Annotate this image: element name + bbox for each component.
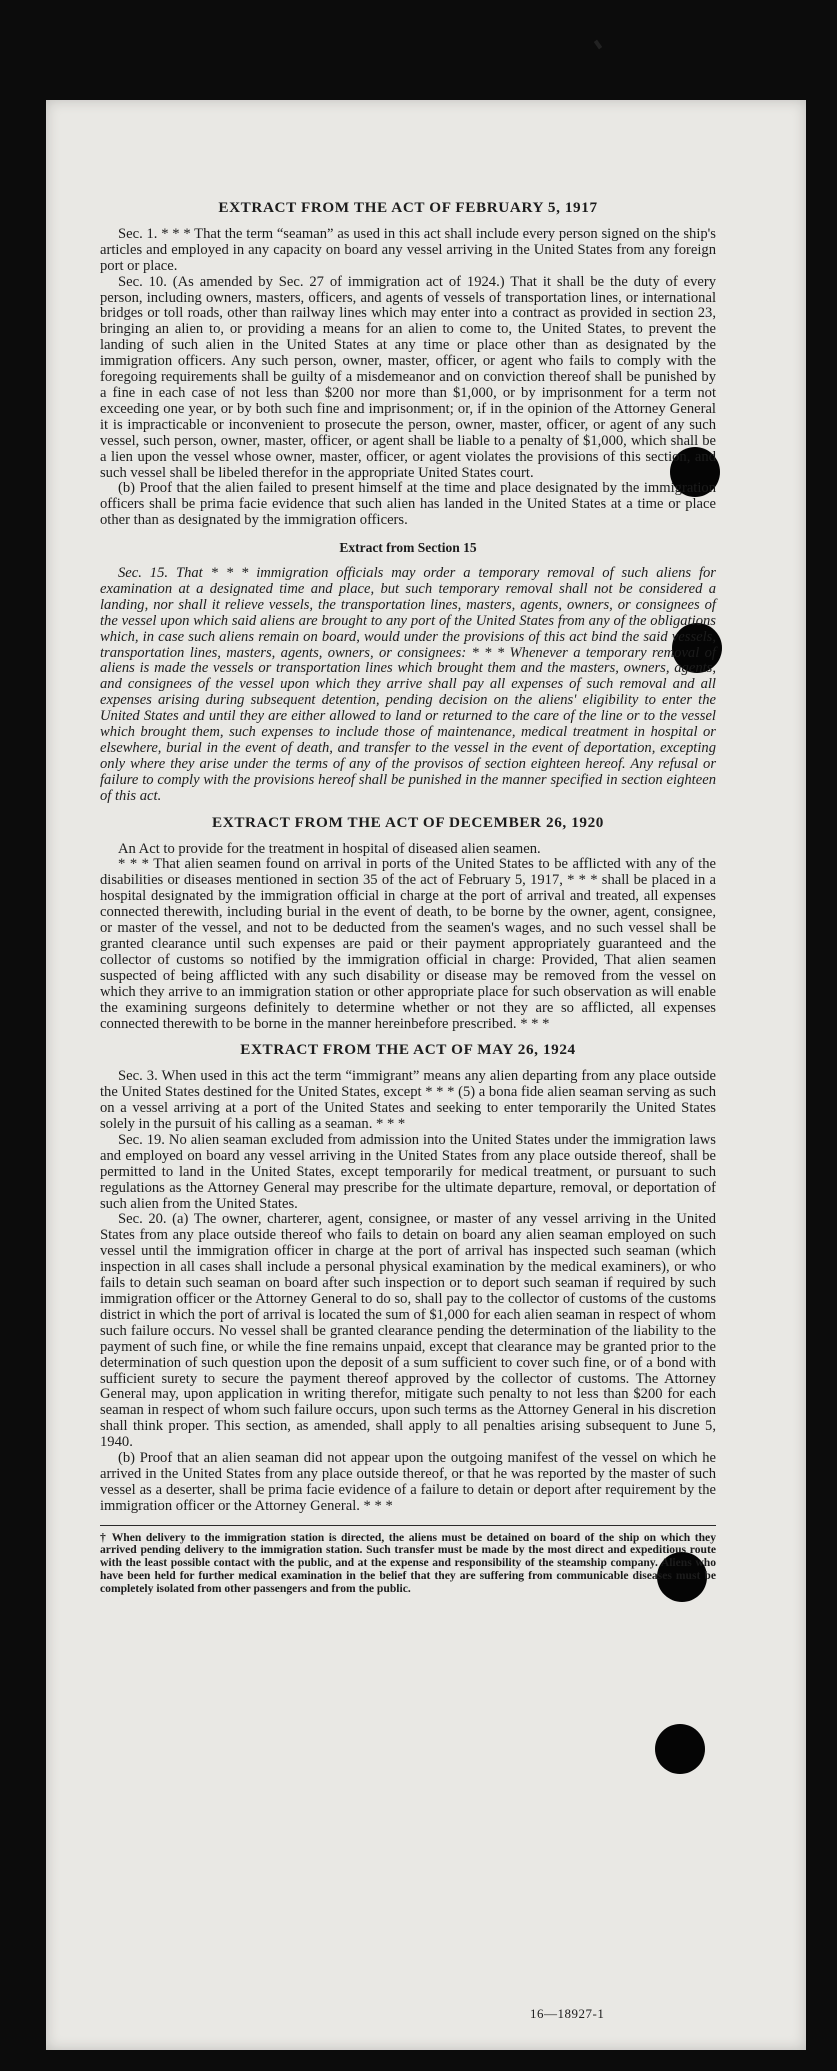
section-20-a: Sec. 20. (a) The owner, charterer, agent, consignee, or master of any vessel arriving in the United States from any place outside thereof who fails to detain on board any alien seaman employed on such vessel until the immigration officer in charge at the port of arrival has inspected such seaman (which inspection in all cases shall include a personal physical examination by the medical examiners), or who fails to detain such seaman on board after such inspection or to deport such seaman if required by such immigration officer or the Attorney General to do so, shall pay to the collector of customs of the customs district in which the port of arrival is located the sum of $1,000 for each alien seaman in respect of whom such failure occurs. No vessel shall be granted clearance pending the determination of the liability to the payment of such fine, or while the fine remains unpaid, except that clearance may be granted prior to the determination of such question upon the deposit of a sum sufficient to cover such fine, or of a bond with sufficient surety to secure the payment thereof approved by the collector of customs. The Attorney General may, upon application in writing therefor, mitigate such penalty to not less than $200 for each seaman in respect of whom such failure occurs, upon such terms as the Attorney General in his discretion shall think proper. This section, as amended, shall apply to all penalties arising subsequent to June 5, 1940.	[100, 1211, 716, 1451]
heading-act-1917: EXTRACT FROM THE ACT OF FEBRUARY 5, 1917	[218, 199, 598, 216]
specks	[594, 40, 602, 50]
section-10-b: (b) Proof that the alien failed to present himself at the time and place designated by the immigration officers shall be prima facie evidence that such alien has landed in the United States at a time or place other than as designated by the immigration officers.	[100, 480, 716, 529]
footnote: † When delivery to the immigration station is directed, the aliens must be detained on board of the ship on which they arrived pending delivery to the immigration station. Such transfer must be made by the most direct and expeditious route with the least possible contact with the public, and at the expense and responsibility of the steamship company. Aliens who have been held for further medical examination in the belief that they are suffering from communicable diseases must be completely isolated from other passengers and from the public.	[100, 1530, 716, 1595]
document-text	[100, 200, 716, 1595]
section-1: Sec. 1. * * * That the term “seaman” as used in this act shall include every person signed on the ship's articles and employed in any capacity on board any vessel arriving in the United States from any foreign port or place.	[100, 225, 716, 274]
punch-hole	[655, 1724, 705, 1774]
act-1920-body: * * * That alien seamen found on arrival in ports of the United States to be afflicted with any of the disabilities or diseases mentioned in section 35 of the act of February 5, 1917, * * * shall be placed in a hospital designated by the immigration official in charge at the port of arrival and treated, all expenses connected therewith, including burial in the event of death, to be borne by the owner, agent, consignee, or master of the vessel, and not to be deducted from the seamen's wages, and no such vessel shall be granted clearance until such expenses are paid or their payment appropriately guaranteed and the collector of customs so notified by the immigration official in charge: Provided, That alien seamen suspected of being afflicted with any such disability or disease may be removed from the vessel on which they arrive to an immigration station or other appropriate place for such observation as will enable the examining surgeons definitely to determine whether or not they are so afflicted, all expenses connected therewith to be borne in the manner hereinbefore prescribed. * * *	[100, 856, 716, 1032]
section-3: Sec. 3. When used in this act the term “immigrant” means any alien departing from any place outside the United States destined for the United States, except * * * (5) a bona fide alien seaman serving as such on a vessel arriving at a port of the United States and seeking to enter temporarily the United States solely in the pursuit of his calling as a seaman. * * *	[100, 1068, 716, 1133]
heading-act-1924: EXTRACT FROM THE ACT OF MAY 26, 1924	[240, 1041, 576, 1059]
section-10: Sec. 10. (As amended by Sec. 27 of immigration act of 1924.) That it shall be the duty of every person, including owners, masters, officers, and agents of vessels of transportation lines, or international bridges or toll roads, other than railway lines which may enter into a contract as provided in section 23, bringing an alien to, or providing a means for an alien to come to, the United States, to prevent the landing of such alien in the United States at any time or place other than as designated by the immigration officers. Any such person, owner, master, officer, or agent who fails to comply with the foregoing requirements shall be guilty of a misdemeanor and on conviction thereof shall be punished by a fine in each case of not less than $200 nor more than $1,000, or by imprisonment for a term not exceeding one year, or by both such fine and imprisonment; or, if in the opinion of the Attorney General it is impracticable or inconvenient to prosecute the person, owner, master, officer, or agent of any such vessel, such person, owner, master, officer, or agent shall be liable to a penalty of $1,000, which shall be a lien upon the vessel whose owner, master, officer, or agent violates the provisions of this section, and such vessel shall be libeled therefor in the appropriate United States court.	[100, 273, 716, 481]
footnote-divider	[100, 1525, 716, 1526]
heading-act-1920: EXTRACT FROM THE ACT OF DECEMBER 26, 1920	[212, 813, 604, 831]
section-20-b: (b) Proof that an alien seaman did not appear upon the outgoing manifest of the vessel on which he arrived in the United States from any place outside thereof, or that he was reported by the master of such vessel as a deserter, shall be prima facie evidence of a failure to detain or deport after requirement by the immigration officer or the Attorney General. * * *	[100, 1450, 716, 1514]
form-number: 16—18927-1	[530, 2006, 605, 2021]
act-1920-title: An Act to provide for the treatment in hospital of diseased alien seamen.	[118, 840, 541, 857]
subheading-section-15: Extract from Section 15	[339, 540, 477, 556]
section-15: Sec. 15. That * * * immigration officials may order a temporary removal of such aliens for examination at a designated time and place, but such temporary removal shall not be considered a landing, nor shall it relieve vessels, the transportation lines, masters, agents, owners, or consignees of the vessel upon which said aliens are brought to any port of the United States from any of the obligations which, in case such aliens remain on board, would under the provisions of this act bind the said vessels, transportation lines, masters, agents, owners, or consignees: * * * Whenever a temporary removal of aliens is made the vessels or transportation lines which brought them and the masters, owners, agents, and consignees of the vessel upon which they arrive shall pay all expenses of such removal and all expenses arising during subsequent detention, pending decision on the aliens' eligibility to enter the United States and until they are either allowed to land or returned to the care of the line or to the vessel which brought them, such expenses to include those of maintenance, medical treatment in hospital or elsewhere, burial in the event of death, and transfer to the vessel in the event of deportation, excepting only where they arise under the terms of any of the provisos of section eighteen hereof. Any refusal or failure to comply with the provisions hereof shall be punished in the manner specified in section eighteen of this act.	[100, 565, 716, 804]
section-19: Sec. 19. No alien seaman excluded from admission into the United States under the immigration laws and employed on board any vessel arriving in the United States from any place outside thereof, shall be permitted to land in the United States, except temporarily for medical treatment, or pursuant to such regulations as the Attorney General may prescribe for the ultimate departure, removal, or deportation of such alien from the United States.	[100, 1131, 716, 1212]
